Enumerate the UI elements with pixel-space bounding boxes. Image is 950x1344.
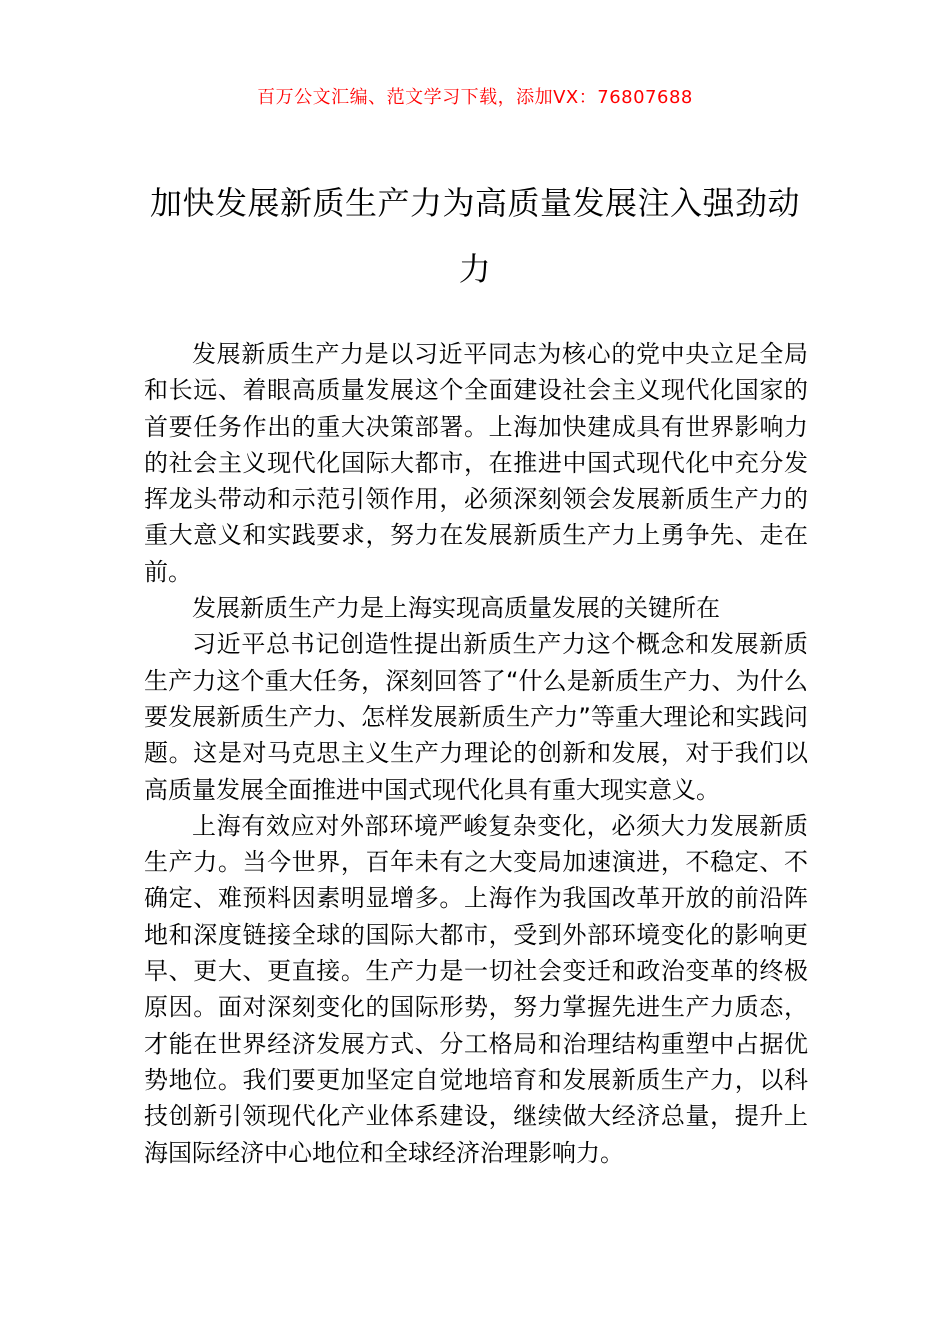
document-title: 加快发展新质生产力为高质量发展注入强劲动力: [149, 184, 800, 288]
paragraph-2: 习近平总书记创造性提出新质生产力这个概念和发展新质生产力这个重大任务，深刻回答了“什么是新质生产力、为什么要发展新质生产力、怎样发展新质生产力”等重大理论和实践问题。这是对马克思主义生产力理论的创新和发展，对于我们以高质量发展全面推进中国式现代化具有重大现实意义。: [144, 630, 808, 804]
paragraph-3: 上海有效应对外部环境严峻复杂变化，必须大力发展新质生产力。当今世界，百年未有之大变局加速演进，不稳定、不确定、难预料因素明显增多。上海作为我国改革开放的前沿阵地和深度链接全球的国际大都市，受到外部环境变化的影响更早、更大、更直接。生产力是一切社会变迁和政治变革的终极原因。面对深刻变化的国际形势，努力掌握先进生产力质态，才能在世界经济发展方式、分工格局和治理结构重塑中占据优势地位。我们要更加坚定自觉地培育和发展新质生产力，以科技创新引领现代化产业体系建设，继续做大经济总量，提升上海国际经济中心地位和全球经济治理影响力。: [144, 811, 808, 1167]
header-note: 百万公文汇编、范文学习下载，添加VX：76807688: [257, 87, 693, 108]
paragraph-1: 发展新质生产力是以习近平同志为核心的党中央立足全局和长远、着眼高质量发展这个全面建设社会主义现代化国家的首要任务作出的重大决策部署。上海加快建成具有世界影响力的社会主义现代化国际大都市，在推进中国式现代化中充分发挥龙头带动和示范引领作用，必须深刻领会发展新质生产力的重大意义和实践要求，努力在发展新质生产力上勇争先、走在前。: [144, 340, 808, 586]
document-body: [144, 336, 808, 1171]
section-heading: 发展新质生产力是上海实现高质量发展的关键所在: [192, 594, 720, 623]
